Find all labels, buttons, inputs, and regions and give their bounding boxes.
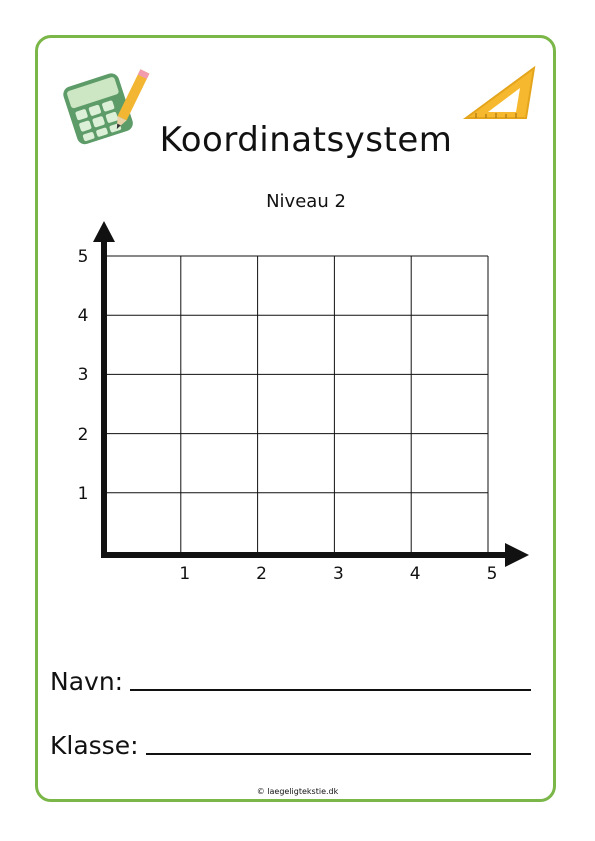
class-field[interactable] <box>146 753 531 755</box>
y-tick-label: 2 <box>77 424 89 445</box>
x-tick-label: 2 <box>256 564 267 584</box>
x-tick-label: 1 <box>179 564 191 584</box>
footer <box>0 787 595 796</box>
y-tick-label: 4 <box>77 306 89 327</box>
site-name: laegeligtekstie.dk <box>267 787 339 796</box>
x-axis-arrow-icon <box>505 543 529 567</box>
y-tick-label: 1 <box>77 483 89 504</box>
name-label: Navn: <box>50 667 124 696</box>
y-axis-arrow-icon <box>93 221 115 242</box>
copyright-icon: © <box>256 787 265 796</box>
class-label: Klasse: <box>50 731 139 760</box>
name-field[interactable] <box>130 689 531 691</box>
y-tick-label: 5 <box>77 247 89 267</box>
page-title: Koordinatsystem <box>159 120 453 160</box>
x-tick-label: 3 <box>332 564 344 584</box>
x-tick-label: 5 <box>486 564 498 584</box>
x-tick-label: 4 <box>409 564 421 584</box>
y-tick-label: 3 <box>77 365 89 386</box>
page-subtitle: Niveau 2 <box>266 191 346 212</box>
